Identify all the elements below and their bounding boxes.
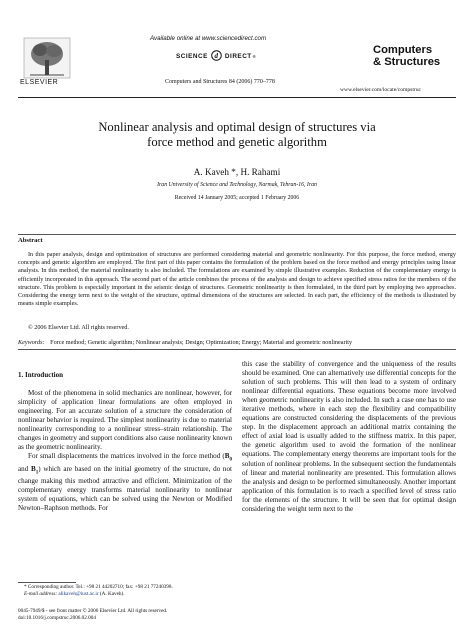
footer-doi: doi:10.1016/j.compstruc.2006.02.004 xyxy=(18,615,96,621)
journal-title-line1: Computers xyxy=(373,44,433,56)
intro-para2 xyxy=(18,452,232,513)
sciencedirect-left: SCIENCE xyxy=(176,52,208,60)
authors: A. Kaveh *, H. Rahami xyxy=(193,167,281,177)
sciencedirect-circle-icon xyxy=(211,50,222,63)
journal-title xyxy=(373,44,440,68)
received-dates: Received 14 January 2005; accepted 1 February 2006 xyxy=(174,195,300,201)
abstract-text xyxy=(18,251,456,308)
elsevier-label: ELSEVIER xyxy=(20,79,59,86)
email-link[interactable]: alikaveh@iust.ac.ir xyxy=(58,591,99,597)
sciencedirect-logo xyxy=(176,50,256,62)
abstract-bottom-rule xyxy=(18,349,456,350)
matrix-b1: $B_1$ xyxy=(30,464,39,476)
abstract-heading: Abstract xyxy=(18,237,43,244)
footer xyxy=(18,608,318,622)
article-title xyxy=(18,120,456,150)
para2-rest: ) which are based on the initial geometry of the structure, do not change making this method attractive and efficient. Minimization of the complementary energy transforms material nonlinearity to nonlinear system of equations, which can be solved using the Newton or Modified Newton–Raphson methods. For xyxy=(18,464,232,513)
right-column-text: this case the stability of convergence and the uniqueness of the results should be examined. One can alternatively use differential concepts for the solution of such problems. This will then lead to a system of ordinary nonlinear differential equations. These equations become more involved when geometric nonlinearity is also included. In such a case one has to use iterative methods, where in each step the flexibility and compatibility equations are constructed considering the displacements of the previous step. In the displacement approach an additional matrix containing the effect of axial load is usually added to the stiffness matrix. In this paper, the genetic algorithm used to avoid the formation of the nonlinear equations. The complementary energy theorems are important tools for the solution of nonlinear problems. In the subsequent section the fundamentals of linear and material nonlinearity are presented. This formulation allows the analysis and design to be performed simultaneously. Another important application of this formulation is to reach a specified level of stress ratio for the elements of the structure. It will be seen that for optimal design considering the weight term next to the xyxy=(242,360,456,513)
affiliation: Iran University of Science and Technology, Narmak, Tehran-16, Iran xyxy=(157,182,317,188)
journal-url: www.elsevier.com/locate/compstruc xyxy=(340,87,422,93)
right-column xyxy=(242,360,456,514)
para2-start: For small displacements the matrices involved in the force method ( xyxy=(28,452,225,461)
footnote-email-line xyxy=(18,591,232,598)
abstract-copyright: © 2006 Elsevier Ltd. All rights reserved. xyxy=(28,324,129,331)
sciencedirect-right: DIRECT xyxy=(224,52,252,60)
sciencedirect-mark: ® xyxy=(252,53,257,59)
elsevier-logo xyxy=(18,36,76,88)
footnote xyxy=(18,584,232,598)
email-suffix: (A. Kaveh). xyxy=(99,591,125,597)
section-heading: 1. Introduction xyxy=(18,371,63,379)
journal-reference: Computers and Structures 84 (2006) 770–778 xyxy=(165,79,275,85)
keywords xyxy=(18,339,456,347)
footnote-contact: * Corresponding author. Tel.: +98 21 44202710; fax: +98 21 77240398. xyxy=(24,584,173,590)
journal-title-line2: & Structures xyxy=(373,56,441,68)
para2-and: and xyxy=(18,464,31,473)
matrix-b0: $B_0$ xyxy=(224,452,232,463)
abstract-top-rule xyxy=(18,234,456,235)
keywords-list: Force method; Genetic algorithm; Nonlinear analysis; Design; Optimization; Energy; Material and geometric nonlinearity xyxy=(50,339,353,346)
keywords-label: Keywords: xyxy=(18,339,45,346)
abstract-body: In this paper analysis, design and optimization of structures are performed considering material and geometric nonlinearity. For this purpose, the force method, energy concepts and genetic algorithm are employed. The first part of this paper contains the formulation of the problem based on the force method and energy principles using linear analysis. In this method, the material nonlinearity is also included. The formulations are examined by simple illustrative examples. Reduction of the complementary energy is efficiently incorporated in this approach. The second part of the article combines the process of the analysis and design to achieve specified stress ratios for the members of the structure. This problem is especially important in the seismic design of structures. Geometric nonlinearity is then formulated, in the third part by employing two approaches. Considering the energy term next to the weight of the structure, optimal dimensions of the structures are selected. In each part, the efficiency of the methods is illustrated by means simple examples. xyxy=(18,251,456,308)
header-rule xyxy=(18,97,456,98)
footnote-rule xyxy=(18,582,76,583)
footer-issn: 0045-7949/$ - see front matter © 2006 Elsevier Ltd. All rights reserved. xyxy=(18,608,168,614)
email-label: E-mail address: xyxy=(24,591,58,597)
svg-text:d: d xyxy=(214,51,219,60)
intro-para1: Most of the phenomena in solid mechanics are nonlinear, however, for simplicity of application linear formulations are often employed in engineering. For an accurate solution of a structure the consideration of nonlinear behavior is required. The simplest nonlinearity is due to material nonlinearity corresponding to a nonlinear stress–strain relationship. The changes in geometry and support conditions also cause nonlinearity known as the geometric nonlinearity. xyxy=(18,389,232,452)
article-title-line1: Nonlinear analysis and optimal design of structures via xyxy=(98,120,376,134)
left-column xyxy=(18,371,232,513)
article-title-line2: force method and genetic algorithm xyxy=(147,135,327,149)
available-online: Available online at www.sciencedirect.com xyxy=(150,35,267,42)
